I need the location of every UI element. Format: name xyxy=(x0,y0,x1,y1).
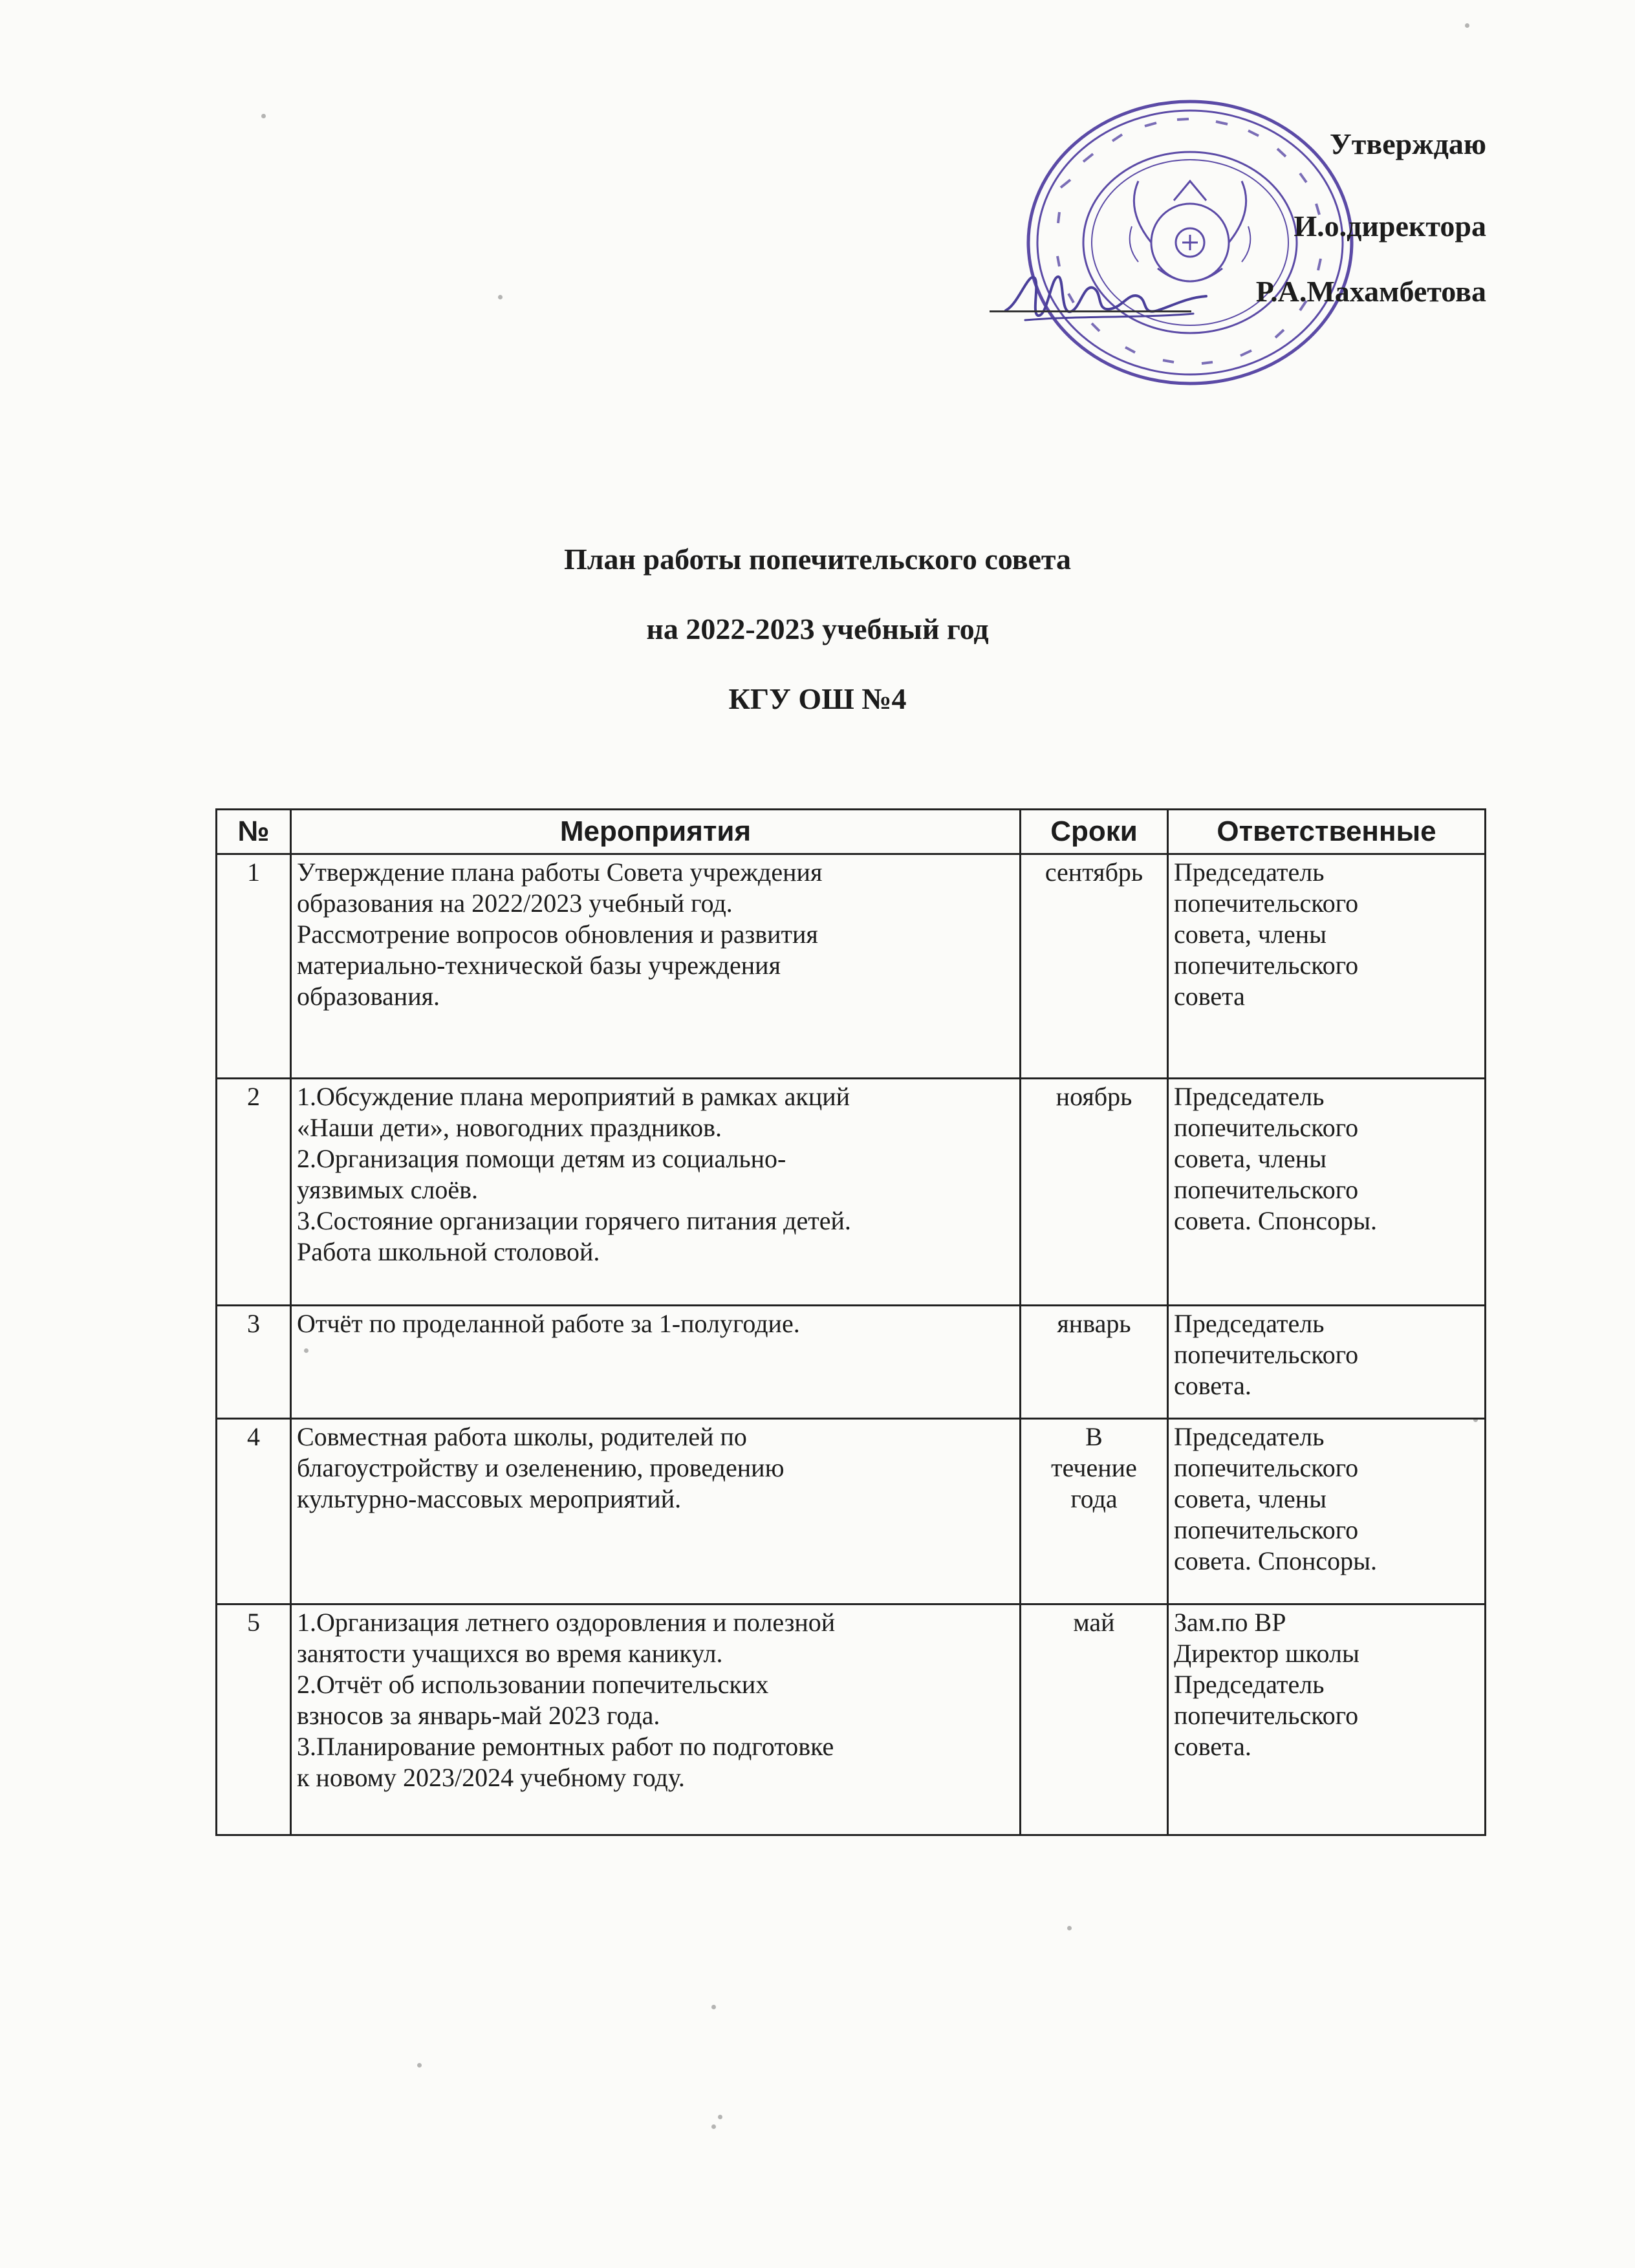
scan-speck xyxy=(711,2005,716,2009)
table-row xyxy=(217,854,1486,1079)
scan-speck xyxy=(261,114,266,118)
approval-signer-name: Р.А.Махамбетова xyxy=(1255,275,1486,308)
header-responsible: Ответственные xyxy=(1168,810,1486,854)
director-signature xyxy=(999,259,1213,336)
responsible-line: совета. xyxy=(1174,1732,1251,1761)
approval-position: И.о.директора xyxy=(1294,210,1486,243)
header-events: Мероприятия xyxy=(291,810,1021,854)
event-line: Совместная работа школы, родителей по xyxy=(297,1422,747,1451)
responsible-line: попечительского xyxy=(1174,1453,1359,1482)
row-term: январь xyxy=(1021,1306,1168,1419)
event-line: 1.Организация летнего оздоровления и полезной xyxy=(297,1608,836,1637)
responsible-line: попечительского xyxy=(1174,1113,1359,1142)
approval-heading: Утверждаю xyxy=(1330,127,1486,160)
responsible-line: совета. Спонсоры. xyxy=(1174,1206,1378,1235)
row-responsible xyxy=(1168,854,1486,1079)
row-responsible xyxy=(1168,1604,1486,1835)
header-terms: Сроки xyxy=(1021,810,1168,854)
responsible-line: совета, члены xyxy=(1174,920,1326,949)
responsible-line: совета. Спонсоры. xyxy=(1174,1546,1378,1575)
term-line: В xyxy=(1085,1422,1103,1451)
responsible-line: Зам.по ВР xyxy=(1174,1608,1286,1637)
responsible-line: Председатель xyxy=(1174,1309,1325,1338)
signature-line xyxy=(990,310,1191,312)
responsible-line: Директор школы xyxy=(1174,1639,1359,1668)
event-line: 2.Отчёт об использовании попечительских xyxy=(297,1670,769,1699)
scan-speck xyxy=(718,2115,722,2119)
responsible-line: попечительского xyxy=(1174,1175,1359,1204)
event-line: благоустройству и озеленению, проведению xyxy=(297,1453,785,1482)
row-number: 3 xyxy=(217,1306,291,1419)
responsible-line: попечительского xyxy=(1174,951,1359,980)
event-line: 3.Состояние организации горячего питания детей. xyxy=(297,1206,851,1235)
row-event xyxy=(291,854,1021,1079)
responsible-line: Председатель xyxy=(1174,1670,1325,1699)
row-term xyxy=(1021,1419,1168,1604)
row-responsible xyxy=(1168,1079,1486,1306)
row-responsible xyxy=(1168,1419,1486,1604)
event-line: образования на 2022/2023 учебный год. xyxy=(297,889,733,918)
table-row xyxy=(217,1604,1486,1835)
row-event xyxy=(291,1306,1021,1419)
event-line: «Наши дети», новогодних праздников. xyxy=(297,1113,722,1142)
scan-speck xyxy=(1067,1926,1072,1930)
responsible-line: попечительского xyxy=(1174,889,1359,918)
responsible-line: Председатель xyxy=(1174,1082,1325,1111)
row-term: май xyxy=(1021,1604,1168,1835)
row-responsible xyxy=(1168,1306,1486,1419)
table-header-row xyxy=(217,810,1486,854)
document-academic-year: на 2022-2023 учебный год xyxy=(646,612,989,645)
responsible-line: совета, члены xyxy=(1174,1484,1326,1513)
event-line: Рассмотрение вопросов обновления и развития xyxy=(297,920,818,949)
table-row xyxy=(217,1419,1486,1604)
responsible-line: попечительского xyxy=(1174,1701,1359,1730)
document-title: План работы попечительского совета xyxy=(563,543,1072,576)
scan-speck xyxy=(1465,23,1469,28)
row-number: 2 xyxy=(217,1079,291,1306)
responsible-line: Председатель xyxy=(1174,1422,1325,1451)
row-event xyxy=(291,1079,1021,1306)
event-line: 2.Организация помощи детям из социально- xyxy=(297,1144,786,1173)
responsible-line: совета. xyxy=(1174,1371,1251,1400)
event-line: взносов за январь-май 2023 года. xyxy=(297,1701,660,1730)
row-number: 5 xyxy=(217,1604,291,1835)
event-line: уязвимых слоёв. xyxy=(297,1175,479,1204)
official-seal-stamp xyxy=(1022,97,1358,388)
event-line: культурно-массовых мероприятий. xyxy=(297,1484,682,1513)
event-line: образования. xyxy=(297,982,440,1011)
responsible-line: попечительского xyxy=(1174,1515,1359,1544)
row-term: сентябрь xyxy=(1021,854,1168,1079)
event-line: Отчёт по проделанной работе за 1-полугодие. xyxy=(297,1309,800,1338)
event-line: 3.Планирование ремонтных работ по подготовке xyxy=(297,1732,834,1761)
row-term: ноябрь xyxy=(1021,1079,1168,1306)
term-line: года xyxy=(1070,1484,1118,1513)
header-number: № xyxy=(217,810,291,854)
responsible-line: попечительского xyxy=(1174,1340,1359,1369)
document-organization: КГУ ОШ №4 xyxy=(728,682,907,715)
event-line: 1.Обсуждение плана мероприятий в рамках акций xyxy=(297,1082,850,1111)
row-event xyxy=(291,1419,1021,1604)
scan-speck xyxy=(498,295,503,299)
table-row xyxy=(217,1079,1486,1306)
responsible-line: Председатель xyxy=(1174,858,1325,887)
table-row xyxy=(217,1306,1486,1419)
responsible-line: совета xyxy=(1174,982,1245,1011)
row-number: 4 xyxy=(217,1419,291,1604)
scan-speck xyxy=(711,2124,716,2129)
event-line: Работа школьной столовой. xyxy=(297,1237,600,1266)
plan-table xyxy=(215,808,1486,1836)
event-line: занятости учащихся во время каникул. xyxy=(297,1639,723,1668)
row-event xyxy=(291,1604,1021,1835)
event-line: Утверждение плана работы Совета учреждения xyxy=(297,858,823,887)
responsible-line: совета, члены xyxy=(1174,1144,1326,1173)
scan-speck xyxy=(417,2063,422,2068)
event-line: к новому 2023/2024 учебному году. xyxy=(297,1763,685,1792)
row-number: 1 xyxy=(217,854,291,1079)
term-line: течение xyxy=(1051,1453,1137,1482)
event-line: материально-технической базы учреждения xyxy=(297,951,781,980)
